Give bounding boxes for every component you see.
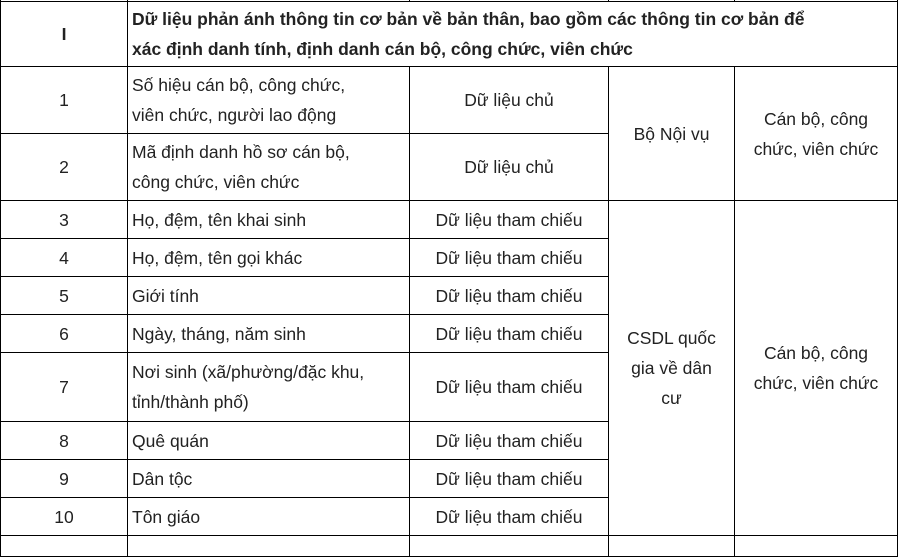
field-name: Họ, đệm, tên gọi khác — [128, 239, 410, 277]
field-name: Tôn giáo — [128, 498, 410, 536]
section-title-line: xác định danh tính, định danh cán bộ, công chức, viên chức — [132, 39, 633, 59]
data-type: Dữ liệu tham chiếu — [410, 277, 609, 315]
row-number: 2 — [1, 134, 128, 201]
section-header-row — [1, 2, 898, 67]
row-number: 1 — [1, 67, 128, 134]
data-type: Dữ liệu tham chiếu — [410, 498, 609, 536]
data-source-line: cư — [661, 388, 682, 408]
field-name: Giới tính — [128, 277, 410, 315]
section-title-line: Dữ liệu phản ánh thông tin cơ bản về bản thân, bao gồm các thông tin cơ bản để — [132, 9, 805, 29]
field-name — [128, 353, 410, 422]
data-subject-line: chức, viên chức — [753, 138, 879, 159]
data-type: Dữ liệu chủ — [410, 67, 609, 134]
table-row-continued — [1, 536, 898, 557]
row-number: 3 — [1, 201, 128, 239]
table-row — [1, 201, 898, 239]
row-number: 5 — [1, 277, 128, 315]
data-subject — [735, 201, 898, 536]
data-type: Dữ liệu tham chiếu — [410, 201, 609, 239]
data-type: Dữ liệu tham chiếu — [410, 353, 609, 422]
data-subject-line: chức, viên chức — [753, 373, 879, 393]
field-name — [128, 134, 410, 201]
data-subject-line: Cán bộ, công — [763, 108, 869, 129]
row-number: 8 — [1, 422, 128, 460]
data-type: Dữ liệu tham chiếu — [410, 315, 609, 353]
data-type: Dữ liệu chủ — [410, 134, 609, 201]
field-name: Quê quán — [128, 422, 410, 460]
field-name-line: công chức, viên chức — [132, 172, 300, 192]
data-subject — [735, 67, 898, 201]
data-source-line: gia về dân — [631, 358, 712, 378]
table-row — [1, 67, 898, 134]
field-name: Ngày, tháng, năm sinh — [128, 315, 410, 353]
data-type: Dữ liệu tham chiếu — [410, 422, 609, 460]
row-number: 9 — [1, 460, 128, 498]
field-name-line: Mã định danh hồ sơ cán bộ, — [132, 142, 350, 162]
data-source — [609, 201, 735, 536]
data-type: Dữ liệu tham chiếu — [410, 460, 609, 498]
row-number: 4 — [1, 239, 128, 277]
data-type: Dữ liệu tham chiếu — [410, 239, 609, 277]
row-number: 10 — [1, 498, 128, 536]
field-name — [128, 67, 410, 134]
section-title — [128, 2, 898, 67]
section-number: I — [1, 2, 128, 67]
row-number: 7 — [1, 353, 128, 422]
field-name-line: Nơi sinh (xã/phường/đặc khu, — [132, 362, 365, 382]
row-number: 6 — [1, 315, 128, 353]
data-source: Bộ Nội vụ — [609, 67, 735, 201]
field-name: Họ, đệm, tên khai sinh — [128, 201, 410, 239]
data-subject-line: Cán bộ, công — [763, 343, 869, 363]
data-source-line: CSDL quốc — [627, 328, 716, 348]
field-name-line: Số hiệu cán bộ, công chức, — [132, 75, 346, 95]
field-name-line: tỉnh/thành phố) — [132, 392, 249, 412]
field-name-line: viên chức, người lao động — [132, 105, 337, 125]
field-name: Dân tộc — [128, 460, 410, 498]
